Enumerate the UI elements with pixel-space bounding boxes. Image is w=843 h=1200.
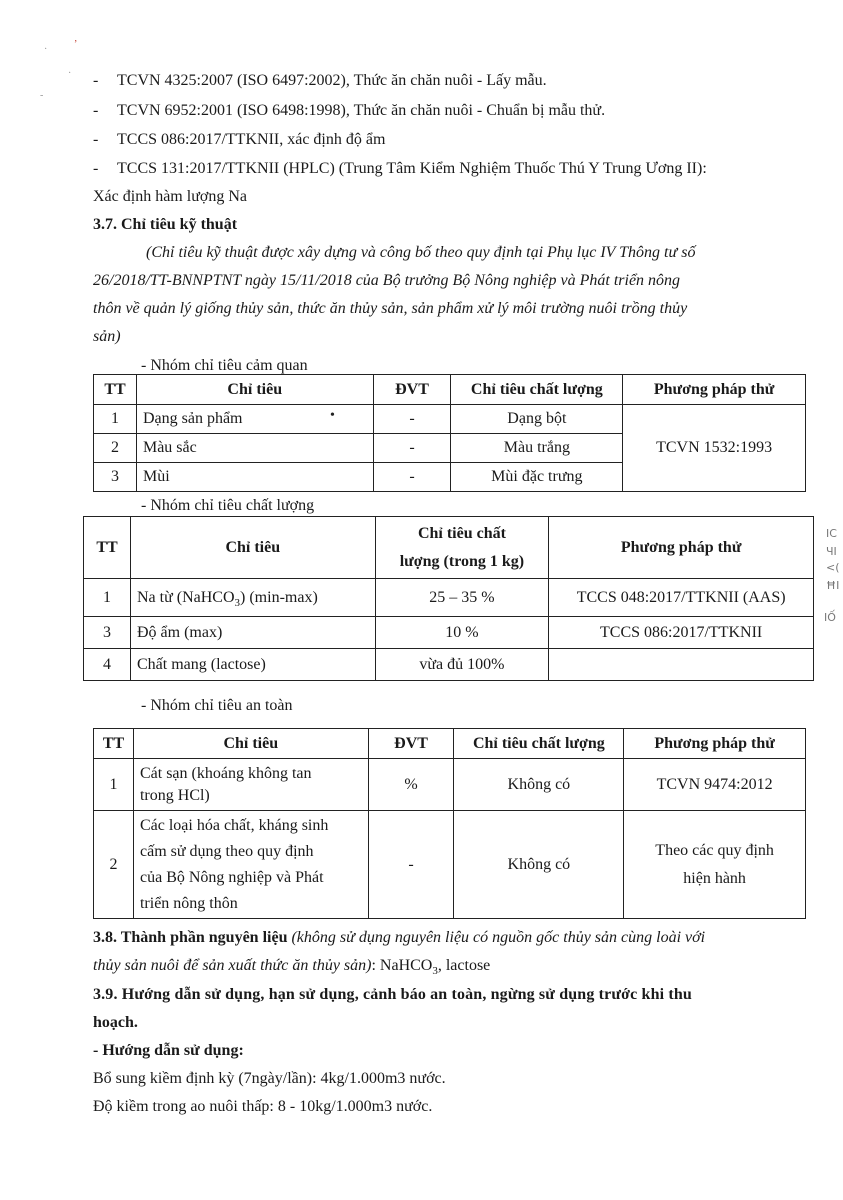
table-row bbox=[84, 617, 814, 649]
ref-item: TCVN 6952:2001 (ISO 6498:1998), Thức ăn chăn nuôi - Chuẩn bị mẫu thử. bbox=[117, 102, 606, 119]
subscript: 3 bbox=[234, 596, 241, 609]
ref-continuation: Xác định hàm lượng Na bbox=[93, 188, 247, 205]
scan-speck: - bbox=[40, 90, 44, 101]
margin-stamp-mark: ĦI bbox=[826, 579, 840, 592]
cell-quality: 25 – 35 % bbox=[375, 579, 549, 617]
section-note: 26/2018/TT-BNNPTNT ngày 15/11/2018 của Bộ trưởng Bộ Nông nghiệp và Phát triển nông bbox=[93, 272, 681, 289]
cell-quality: Không có bbox=[454, 759, 624, 811]
col-header-criterion: Chỉ tiêu bbox=[130, 517, 375, 579]
section-note: thủy sản nuôi để sản xuất thức ăn thủy sản) bbox=[93, 957, 372, 974]
cell-tt: 1 bbox=[94, 405, 137, 434]
subscript: 3 bbox=[432, 965, 438, 978]
ref-item: TCCS 131:2017/TTKNII (HPLC) (Trung Tâm Kiểm Nghiệm Thuốc Thú Y Trung Ương II): bbox=[117, 160, 707, 177]
cell-quality: Mùi đặc trưng bbox=[451, 463, 623, 492]
section-heading-3-8: 3.8. Thành phần nguyên liệu bbox=[93, 929, 288, 946]
col-header-tt: TT bbox=[94, 375, 137, 405]
cell-line: Các loại hóa chất, kháng sinh bbox=[139, 816, 329, 834]
table-row bbox=[94, 759, 806, 811]
section-3-8-line1 bbox=[93, 928, 705, 948]
quality-table bbox=[83, 516, 814, 681]
section-note: thôn về quản lý giống thủy sản, thức ăn thủy sản, sản phẩm xử lý môi trường nuôi trồng thủy bbox=[93, 300, 688, 317]
cell-line: TCVN 9474:2012 bbox=[656, 775, 773, 793]
col-header-method: Phương pháp thử bbox=[623, 375, 806, 405]
cell-method bbox=[549, 649, 814, 681]
cell-unit: - bbox=[373, 405, 451, 434]
cell-method: TCCS 048:2017/TTKNII (AAS) bbox=[549, 579, 814, 617]
cell-criterion: Chất mang (lactose) bbox=[130, 649, 375, 681]
margin-stamp-mark: IC bbox=[826, 527, 837, 540]
cell-quality: 10 % bbox=[375, 617, 549, 649]
ref-dash: - bbox=[93, 102, 99, 119]
col-header-method: Phương pháp thử bbox=[624, 729, 806, 759]
cell-method bbox=[624, 759, 806, 811]
text-segment: ) (min-max) bbox=[240, 588, 318, 606]
section-heading-3-7: 3.7. Chỉ tiêu kỹ thuật bbox=[93, 216, 238, 233]
col-header-unit: ĐVT bbox=[373, 375, 451, 405]
cell-tt: 2 bbox=[94, 434, 137, 463]
cell-tt: 1 bbox=[94, 759, 134, 811]
ref-dash: - bbox=[93, 72, 99, 89]
cell-criterion: Độ ẩm (max) bbox=[130, 617, 375, 649]
section-note: (Chỉ tiêu kỹ thuật được xây dựng và công bố theo quy định tại Phụ lục IV Thông tư số bbox=[146, 244, 696, 261]
cell-line: triển nông thôn bbox=[139, 894, 238, 912]
header-line: Chỉ tiêu chất bbox=[417, 524, 506, 542]
section-note: (không sử dụng nguyên liệu có nguồn gốc thủy sản cùng loài với bbox=[291, 929, 706, 946]
cell-unit: % bbox=[368, 759, 454, 811]
table-row bbox=[94, 405, 806, 434]
group-label-quality: - Nhóm chỉ tiêu chất lượng bbox=[141, 497, 315, 514]
cell-criterion bbox=[133, 811, 368, 919]
margin-stamp-mark: <( bbox=[826, 561, 840, 574]
cell-criterion bbox=[130, 579, 375, 617]
table-row bbox=[84, 579, 814, 617]
cell-unit: - bbox=[373, 463, 451, 492]
cell-tt: 3 bbox=[84, 617, 131, 649]
margin-stamp-mark: ЧI bbox=[826, 545, 837, 558]
section-heading-3-9-cont: hoạch. bbox=[93, 1014, 138, 1031]
group-label-safety: - Nhóm chỉ tiêu an toàn bbox=[141, 697, 293, 714]
scan-speck: • bbox=[330, 408, 335, 423]
table-row bbox=[94, 811, 806, 919]
cell-tt: 3 bbox=[94, 463, 137, 492]
cell-line: trong HCl) bbox=[139, 786, 210, 804]
table-row bbox=[84, 649, 814, 681]
ref-item: TCVN 4325:2007 (ISO 6497:2002), Thức ăn chăn nuôi - Lấy mẫu. bbox=[117, 72, 547, 89]
cell-criterion: Màu sắc bbox=[136, 434, 373, 463]
ref-dash: - bbox=[93, 131, 99, 148]
cell-line: Theo các quy định bbox=[655, 841, 774, 859]
ingredients-text: , lactose bbox=[437, 957, 491, 974]
cell-tt: 2 bbox=[94, 811, 134, 919]
cell-method: TCCS 086:2017/TTKNII bbox=[549, 617, 814, 649]
cell-tt: 1 bbox=[84, 579, 131, 617]
scan-speck: · bbox=[68, 68, 72, 79]
section-heading-3-9: 3.9. Hướng dẫn sử dụng, hạn sử dụng, cảnh báo an toàn, ngừng sử dụng trước khi thu bbox=[93, 986, 692, 1003]
col-header-criterion: Chỉ tiêu bbox=[133, 729, 368, 759]
ref-dash: - bbox=[93, 160, 99, 177]
ref-item: TCCS 086:2017/TTKNII, xác định độ ẩm bbox=[117, 131, 386, 148]
cell-line: cấm sử dụng theo quy định bbox=[139, 842, 314, 860]
cell-unit: - bbox=[373, 434, 451, 463]
scan-speck: · bbox=[44, 44, 48, 55]
col-header-tt: TT bbox=[94, 729, 134, 759]
section-3-8-line2 bbox=[93, 956, 490, 976]
cell-method bbox=[624, 811, 806, 919]
safety-table bbox=[93, 728, 806, 919]
col-header-method: Phương pháp thử bbox=[549, 517, 814, 579]
cell-line: Cát sạn (khoáng không tan bbox=[139, 764, 312, 782]
cell-quality: Không có bbox=[454, 811, 624, 919]
cell-tt: 4 bbox=[84, 649, 131, 681]
usage-line: Độ kiềm trong ao nuôi thấp: 8 - 10kg/1.000m3 nước. bbox=[93, 1098, 433, 1115]
cell-quality: Màu trắng bbox=[451, 434, 623, 463]
col-header-criterion: Chỉ tiêu bbox=[136, 375, 373, 405]
subheading-usage: - Hướng dẫn sử dụng: bbox=[93, 1042, 244, 1059]
col-header-quality: Chỉ tiêu chất lượng bbox=[454, 729, 624, 759]
col-header-tt: TT bbox=[84, 517, 131, 579]
scan-speck: ‚ bbox=[74, 33, 78, 44]
usage-line: Bổ sung kiềm định kỳ (7ngày/lần): 4kg/1.000m3 nước. bbox=[93, 1070, 446, 1087]
cell-line: hiện hành bbox=[683, 869, 746, 887]
section-note: sản) bbox=[93, 328, 121, 345]
cell-quality: Dạng bột bbox=[451, 405, 623, 434]
text-segment: Na từ (NaHCO bbox=[136, 588, 235, 606]
cell-line: của Bộ Nông nghiệp và Phát bbox=[139, 868, 324, 886]
margin-stamp-mark: IỐ bbox=[824, 611, 836, 624]
sensory-table bbox=[93, 374, 806, 492]
group-label-sensory: - Nhóm chỉ tiêu cảm quan bbox=[141, 357, 308, 374]
header-line: lượng (trong 1 kg) bbox=[399, 552, 525, 570]
col-header-quality bbox=[375, 517, 549, 579]
cell-criterion bbox=[133, 759, 368, 811]
cell-criterion: Mùi bbox=[136, 463, 373, 492]
cell-quality: vừa đủ 100% bbox=[375, 649, 549, 681]
col-header-unit: ĐVT bbox=[368, 729, 454, 759]
cell-unit: - bbox=[368, 811, 454, 919]
col-header-quality: Chỉ tiêu chất lượng bbox=[451, 375, 623, 405]
ingredients-text: : NaHCO bbox=[371, 957, 433, 974]
cell-criterion: Dạng sản phẩm bbox=[136, 405, 373, 434]
cell-method: TCVN 1532:1993 bbox=[623, 405, 806, 492]
